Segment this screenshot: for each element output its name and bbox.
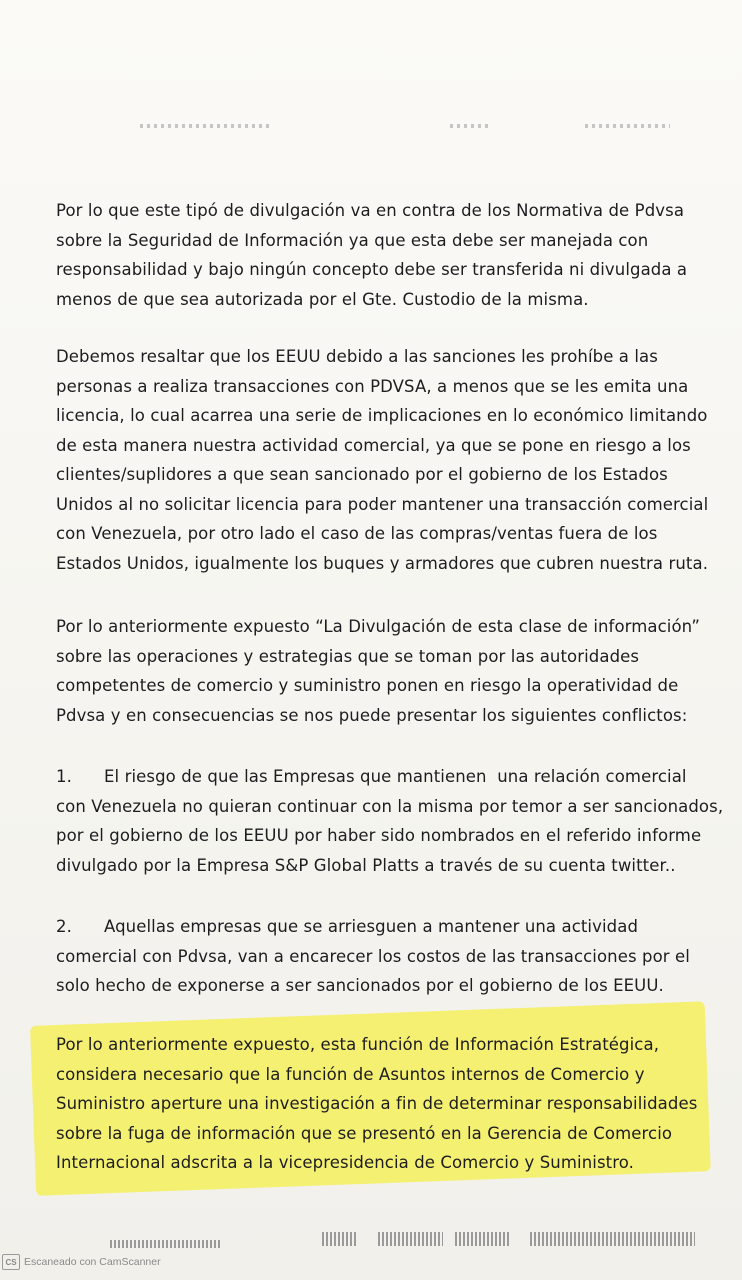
- text-line: con Venezuela, por otro lado el caso de las compras/ventas fuera de los: [56, 524, 658, 543]
- text-line: Internacional adscrita a la vicepresidencia de Comercio y Suministro.: [56, 1153, 634, 1172]
- camscanner-icon: CS: [2, 1254, 20, 1270]
- scan-artifact-top: [140, 124, 270, 128]
- text-line: solo hecho de exponerse a ser sancionados por el gobierno de los EEUU.: [56, 976, 664, 995]
- text-line: por el gobierno de los EEUU por haber sido nombrados en el referido informe: [56, 826, 702, 845]
- scan-artifact-bottom: [378, 1232, 443, 1246]
- watermark-text: Escaneado con CamScanner: [24, 1256, 161, 1268]
- list-item-2: [56, 912, 690, 1001]
- text-line: 2. Aquellas empresas que se arriesguen a mantener una actividad: [56, 917, 639, 936]
- paragraph-investigacion: [56, 1030, 698, 1178]
- text-line: divulgado por la Empresa S&P Global Platts a través de su cuenta twitter..: [56, 855, 676, 875]
- text-line: Pdvsa y en consecuencias se nos puede presentar los siguientes conflictos:: [56, 705, 688, 725]
- scan-artifact-bottom: [322, 1232, 357, 1246]
- text-line: Unidos al no solicitar licencia para poder mantener una transacción comercial: [56, 494, 709, 514]
- scan-artifact-bottom: [110, 1240, 220, 1248]
- text-line: responsabilidad y bajo ningún concepto debe ser transferida ni divulgada a: [56, 260, 688, 279]
- text-line: Por lo anteriormente expuesto, esta función de Información Estratégica,: [56, 1035, 660, 1054]
- text-line: sobre la fuga de información que se presentó en la Gerencia de Comercio: [56, 1123, 673, 1143]
- text-line: sobre las operaciones y estrategias que se toman por las autoridades: [56, 646, 640, 666]
- text-line: Por lo que este tipó de divulgación va en contra de los Normativa de Pdvsa: [56, 201, 685, 220]
- text-line: comercial con Pdvsa, van a encarecer los costos de las transacciones por el: [56, 946, 690, 966]
- text-line: Suministro aperture una investigación a fin de determinar responsabilidades: [56, 1094, 698, 1113]
- camscanner-watermark: [2, 1254, 161, 1270]
- scan-artifact-bottom: [455, 1232, 510, 1246]
- text-line: Por lo anteriormente expuesto “La Divulgación de esta clase de información”: [56, 617, 700, 636]
- paragraph-divulgacion: [56, 612, 700, 730]
- scan-artifact-top: [585, 124, 670, 128]
- text-line: clientes/suplidores a que sean sancionado por el gobierno de los Estados: [56, 465, 668, 484]
- text-line: 1. El riesgo de que las Empresas que mantienen una relación comercial: [56, 767, 687, 786]
- paragraph-sanciones: [56, 342, 709, 578]
- scan-artifact-top: [450, 124, 490, 128]
- text-line: de esta manera nuestra actividad comercial, ya que se pone en riesgo a los: [56, 435, 691, 455]
- text-line: considera necesario que la función de Asuntos internos de Comercio y: [56, 1064, 645, 1084]
- text-line: competentes de comercio y suministro ponen en riesgo la operatividad de: [56, 676, 679, 695]
- text-line: licencia, lo cual acarrea una serie de implicaciones en lo económico limitando: [56, 406, 708, 425]
- text-line: Estados Unidos, igualmente los buques y armadores que cubren nuestra ruta.: [56, 553, 709, 573]
- text-line: Debemos resaltar que los EEUU debido a las sanciones les prohíbe a las: [56, 347, 658, 366]
- text-line: personas a realiza transacciones con PDVSA, a menos que se les emita una: [56, 376, 689, 396]
- text-line: con Venezuela no quieran continuar con la misma por temor a ser sancionados,: [56, 796, 724, 816]
- list-item-1: [56, 762, 724, 880]
- text-line: sobre la Seguridad de Información ya que esta debe ser manejada con: [56, 230, 649, 250]
- paragraph-seguridad: [56, 196, 686, 314]
- text-line: menos de que sea autorizada por el Gte. Custodio de la misma.: [56, 289, 589, 309]
- scan-artifact-bottom: [530, 1232, 695, 1246]
